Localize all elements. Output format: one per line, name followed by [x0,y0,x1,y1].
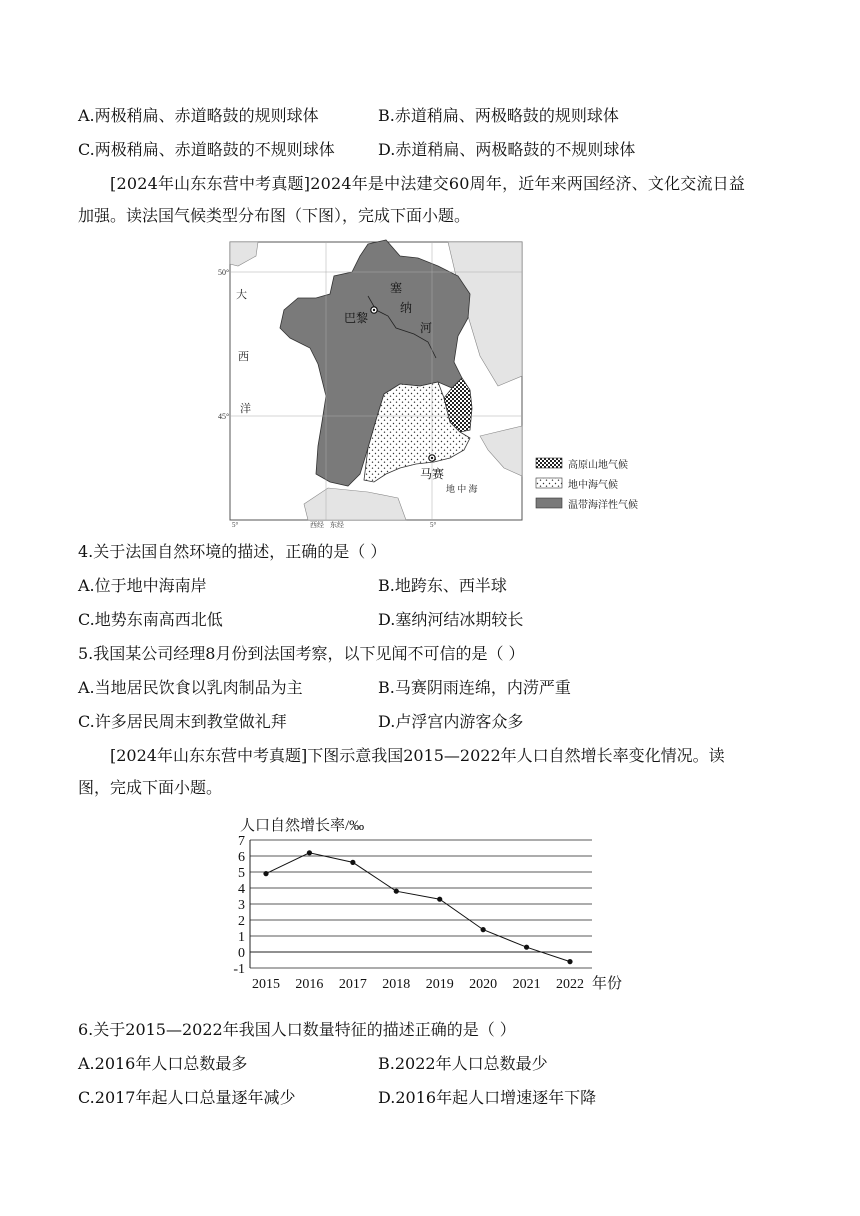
y-tick-label: 2 [238,914,245,929]
map-river-3: 河 [420,321,433,335]
data-point-2016 [307,850,312,855]
q3-option-c: C.两极稍扁、赤道略鼓的不规则球体 [78,140,335,159]
x-tick-label: 2019 [425,977,454,992]
x-tick-label: 2015 [252,977,280,992]
q4-option-c: C.地势东南高西北低 [78,610,223,629]
y-tick-label: 6 [238,850,245,865]
q5-option-c: C.许多居民周末到教堂做礼拜 [78,712,287,731]
map-lon-e5: 5° [430,521,437,529]
q6-option-b: B.2022年人口总数最少 [378,1054,548,1073]
population-growth-chart [228,812,638,1008]
passage-1-line-1: [2024年山东东营中考真题]2024年是中法建交60周年，近年来两国经济、文化交流日益 [110,174,746,193]
data-point-2022 [567,959,572,964]
map-lon-w5: 5° [232,521,239,529]
passage-2-line-1: [2024年山东东营中考真题]下图示意我国2015—2022年人口自然增长率变化情况。读 [110,746,725,765]
x-tick-label: 2016 [295,977,324,992]
data-point-2018 [394,889,399,894]
map-river-2: 纳 [400,301,413,315]
q4-option-b: B.地跨东、西半球 [378,576,507,595]
map-paris-label: 巴黎 [344,311,369,325]
x-tick-label: 2018 [382,977,411,992]
legend-oceanic-climate: 温带海洋性气候 [568,500,638,511]
q5-option-a: A.当地居民饮食以乳肉制品为主 [78,678,303,697]
map-sea-label: 地 中 海 [446,484,478,494]
q6-option-d: D.2016年起人口增速逐年下降 [378,1088,597,1107]
map-marseille-label: 马赛 [420,467,445,481]
data-point-2017 [350,860,355,865]
q6-stem: 6.关于2015—2022年我国人口数量特征的描述正确的是（ ） [78,1020,516,1039]
y-tick-label: 5 [238,866,245,881]
series-line [266,853,570,962]
map-lat-45: 45° [218,412,230,421]
y-tick-label: -1 [233,962,245,977]
map-river-1: 塞 [390,281,403,295]
q5-stem: 5.我国某公司经理8月份到法国考察，以下见闻不可信的是（ ） [78,644,525,663]
y-tick-label: 1 [238,930,245,945]
map-lat-50: 50° [218,268,230,277]
map-east-longitude: 东经 [330,521,344,529]
q5-option-d: D.卢浮宫内游客众多 [378,712,524,731]
y-tick-label: 7 [238,834,245,849]
data-point-2015 [263,871,268,876]
map-ocean-2: 西 [238,351,249,363]
q4-option-d: D.塞纳河结冰期较长 [378,610,524,629]
y-tick-label: 3 [238,898,245,913]
legend-mediterranean-climate: 地中海气候 [568,480,618,491]
chart-x-axis-label: 年份 [592,976,623,992]
france-climate-map [218,236,658,532]
q4-option-a: A.位于地中海南岸 [78,576,207,595]
y-tick-label: 0 [238,946,245,961]
x-tick-label: 2022 [556,977,584,992]
map-ocean-1: 大 [236,289,247,301]
passage-1-line-2: 加强。读法国气候类型分布图（下图），完成下面小题。 [78,206,471,225]
q3-option-d: D.赤道稍扁、两极略鼓的不规则球体 [378,140,636,159]
q5-option-b: B.马赛阴雨连绵，内涝严重 [378,678,571,697]
map-ocean-3: 洋 [240,403,251,415]
passage-2-line-2: 图，完成下面小题。 [78,778,223,797]
q4-stem: 4.关于法国自然环境的描述，正确的是（ ） [78,542,387,561]
data-point-2019 [437,897,442,902]
chart-title: 人口自然增长率/‰ [240,818,365,834]
x-tick-label: 2021 [512,977,541,992]
q3-option-b: B.赤道稍扁、两极略鼓的规则球体 [378,106,619,125]
chart-svg [228,812,638,1008]
data-point-2020 [481,927,486,932]
x-tick-label: 2020 [469,977,498,992]
x-tick-label: 2017 [338,977,367,992]
y-tick-label: 4 [238,882,245,897]
q3-option-a: A.两极稍扁、赤道略鼓的规则球体 [78,106,319,125]
data-point-2021 [524,945,529,950]
legend-highland-climate: 高原山地气候 [568,460,628,471]
q6-option-a: A.2016年人口总数最多 [78,1054,248,1073]
q6-option-c: C.2017年起人口总量逐年减少 [78,1088,296,1107]
map-west-longitude: 西经 [310,521,324,529]
